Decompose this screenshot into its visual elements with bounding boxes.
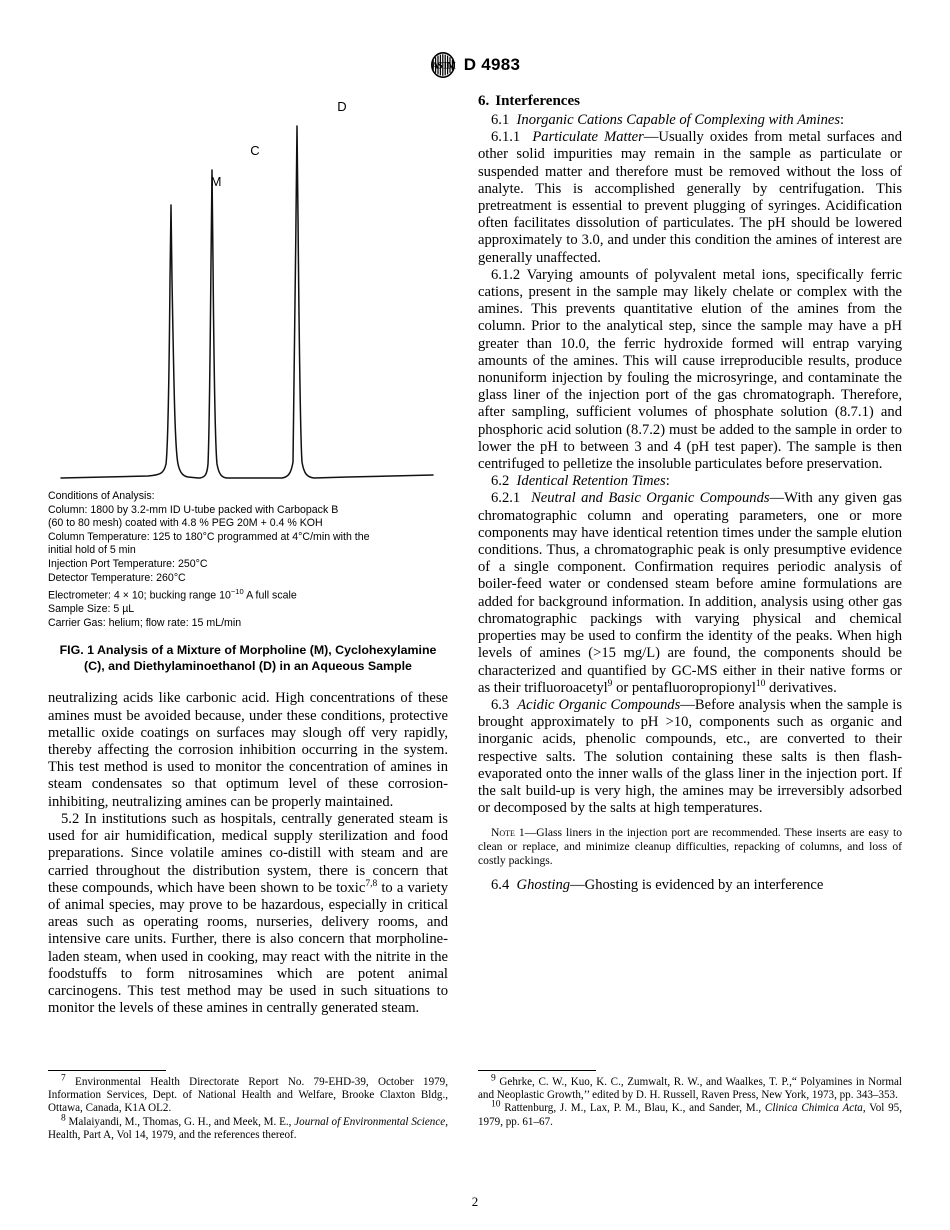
condition-injection-port-temp: Injection Port Temperature: 250°C xyxy=(48,557,208,570)
svg-text:M: M xyxy=(447,60,456,71)
figure-caption-line2: (C), and Diethylaminoethanol (D) in an Aqueous Sample xyxy=(84,659,412,674)
footnote-ref-10[interactable]: 10 xyxy=(755,678,766,689)
peak-label-m: M xyxy=(210,174,222,189)
condition-electrometer xyxy=(48,585,448,603)
condition-sample-size: Sample Size: 5 µL xyxy=(48,603,135,616)
paragraph-6-1-2 xyxy=(478,267,902,473)
section-heading-6 xyxy=(478,92,902,110)
peak-label-d: D xyxy=(337,99,347,114)
footnote-divider-right xyxy=(478,1070,596,1071)
condition-column-line2: (60 to 80 mesh) coated with 4.8 % PEG 20M + 0.4 % KOH xyxy=(48,517,323,530)
paragraph-6-2-1-text-b: or pentafluoropropionyl xyxy=(612,679,756,696)
footnote-ref-7-8[interactable]: 7,8 xyxy=(365,878,378,889)
document-number: D 4983 xyxy=(463,55,521,74)
footnote-10-italic: Clinica Chimica Acta xyxy=(764,1102,863,1115)
section-number: 6. xyxy=(478,93,490,109)
svg-text:T: T xyxy=(442,60,449,71)
section-title: Interferences xyxy=(495,93,580,109)
paragraph-6-1-1-number: 6.1.1 xyxy=(491,129,521,146)
paragraph-6-3-text: —Before analysis when the sample is brought approximately to pH >10, components such as organic and inorganic acids, phenolic compounds, etc., are converted to their respective salts. The solution containing these salts is then flash-evaporated onto the inner walls of the glass liner in the injection port. If the salt build-up is very high, the amines may be irreversibly adsorbed or decomposed by the salts at high temperatures. xyxy=(478,696,903,817)
conditions-title: Conditions of Analysis: xyxy=(48,490,155,502)
right-column xyxy=(478,92,902,895)
footnote-8-text-b: , Health, Part A, Vol 14, 1979, and the references thereof. xyxy=(48,1115,448,1141)
footnote-9-text: Gehrke, C. W., Kuo, K. C., Zumwalt, R. W., and Waalkes, T. P.,“ Polyamines in Normal and Neoplastic Growth,’’ edited by D. H. Russell, Raven Press, New York, 1973, pp. 343–353. xyxy=(478,1076,902,1102)
paragraph-6-2-italic: Identical Retention Times xyxy=(516,473,666,490)
paragraph-5-2-number: 5.2 xyxy=(61,810,80,827)
footnote-10 xyxy=(478,1099,902,1128)
paragraph-6-1-number: 6.1 xyxy=(491,112,510,128)
footnote-marker-9: 9 xyxy=(491,1073,496,1084)
astm-logo xyxy=(430,52,456,78)
paragraph-6-4-italic: Ghosting xyxy=(516,877,571,894)
paragraph-6-3 xyxy=(478,697,902,817)
condition-detector-temp: Detector Temperature: 260°C xyxy=(48,571,186,584)
paragraph-6-1-tail: : xyxy=(840,112,845,128)
paragraph-6-2-1-italic: Neutral and Basic Organic Compounds xyxy=(531,490,770,507)
condition-column-line1: Column: 1800 by 3.2-mm ID U-tube packed with Carbopack B xyxy=(48,503,339,516)
figure-caption xyxy=(48,642,448,674)
paragraph-5-2-text-a: In institutions such as hospitals, centrally generated steam is used for air humidification, medical supply sterilization and food preparations. Since volatile amines co-distill with steam and are carried throughout the distribution system, there is concern that these compounds, which have been shown to be toxic xyxy=(48,810,448,896)
condition-carrier-gas: Carrier Gas: helium; flow rate: 15 mL/min xyxy=(48,616,242,629)
paragraph-continuation: neutralizing acids like carbonic acid. High concentrations of these amines must be avoided because, under these conditions, protective metallic oxide coatings on surfaces may slough off very rapidly, thereby affecting the corrosion inhibition occurring in the system. This test method is used to monitor the concentration of amines in steam condensates so that optimum level of these corrosion-inhibiting, neutralizing amines can be properly maintained. xyxy=(48,690,448,810)
paragraph-6-2-1-text-a: —With any given gas chromatographic column and operating parameters, one or more components may have identical retention times under the sample elution conditions. Thus, a chromatographic peak is only presumptive evidence of a single component. Confirmation requires periodic analysis of boiler-feed water or condensed steam before amine formulations are added for background information. In addition, analysis using other gas chromatographic packings with varying physical and chemical properties may be used to confirm the identity of the peaks. When high levels of amines (>15 mg/L) are found, the components should be characterized and quantified by GC-MS either in their native forms or as their trifluoroacetyl xyxy=(478,490,902,696)
footnote-marker-8: 8 xyxy=(61,1112,66,1123)
paragraph-6-1-2-number: 6.1.2 xyxy=(491,266,521,283)
footnote-divider xyxy=(48,1070,166,1071)
electrometer-post: A full scale xyxy=(243,589,297,602)
paragraph-5-2-text-b: to a variety of animal species, may prove to be hazardous, especially in critical areas such as operating rooms, nurseries, delivery rooms, and intensive care units. Further, there is also concern that morpholine-laden steam, when used in cooking, may react with the nitrite in the foodstuffs to form nitrosamines which are potent animal carcinogens. This test method may be used in such situations to monitor the levels of these amines in centrally generated steam. xyxy=(48,879,448,1017)
paragraph-6-1 xyxy=(478,112,902,129)
paragraph-6-2-1-text-c: derivatives. xyxy=(765,679,837,696)
footnote-marker-10: 10 xyxy=(491,1099,501,1110)
condition-column-temp-line2: initial hold of 5 min xyxy=(48,544,136,557)
footnote-7 xyxy=(48,1073,448,1116)
paragraph-6-3-italic: Acidic Organic Compounds xyxy=(517,696,681,713)
paragraph-6-2-number: 6.2 xyxy=(491,473,510,490)
paragraph-6-1-2-text: Varying amounts of polyvalent metal ions, specifically ferric cations, present in the sample may likely chelate or complex with the amines. This prevents quantitative elution of the amines from the column. Prior to the analytical step, since the sample may have a pH greater than 10.0, the ferric hydroxide formed will entrap varying amounts of the amines. This will cause irreproducible results, produce nonuniform injection by fouling the microsyringe, and contaminate the glass liner of the injection port of the gas chromatograph. Therefore, after sampling, sufficient volumes of phosphate solution (8.7.1) and phosphoric acid solution (8.7.2) must be added to the sample in order to lower the pH to between 3 and 4 (pH test paper). The sample is then centrifuged to pelletize the insoluble particulates before preservation. xyxy=(478,266,902,473)
footnote-10-text-b: , Vol 95, 1979, pp. 61–67. xyxy=(478,1102,902,1128)
condition-column-temp-line1: Column Temperature: 125 to 180°C programmed at 4°C/min with the xyxy=(48,530,370,543)
paragraph-6-4-text: —Ghosting is evidenced by an interference xyxy=(570,877,824,894)
note-label: Note xyxy=(491,826,515,840)
paragraph-6-1-1 xyxy=(478,129,902,267)
chromatogram xyxy=(48,92,448,487)
footnote-ref-9[interactable]: 9 xyxy=(607,678,613,689)
footnotes-left xyxy=(48,1070,448,1142)
figure-caption-line1: FIG. 1 Analysis of a Mixture of Morpholine (M), Cyclohexylamine xyxy=(59,643,437,658)
footnote-marker-7: 7 xyxy=(61,1073,66,1084)
left-column xyxy=(48,92,448,1017)
page-number: 2 xyxy=(471,1194,479,1209)
figure-conditions xyxy=(48,490,448,630)
footnote-10-text-a: Rattenburg, J. M., Lax, P. M., Blau, K., and Sander, M., xyxy=(500,1102,765,1115)
svg-text:A: A xyxy=(431,60,439,71)
footnote-9 xyxy=(478,1073,902,1102)
paragraph-6-2-1 xyxy=(478,490,902,696)
paragraph-6-4 xyxy=(478,877,902,894)
electrometer-exponent: −10 xyxy=(230,587,244,597)
electrometer-pre: Electrometer: 4 × 10; bucking range 10 xyxy=(48,589,231,602)
note-text: 1—Glass liners in the injection port are recommended. These inserts are easy to clean or replace, and minimize cleanup difficulties, repacking of columns, and loss of costly packings. xyxy=(478,826,902,868)
peak-label-c: C xyxy=(250,143,260,158)
footnote-8-text-a: Malaiyandi, M., Thomas, G. H., and Meek, M. E., xyxy=(65,1115,295,1128)
footnote-8-italic: Journal of Environmental Science xyxy=(294,1115,446,1128)
footnote-8 xyxy=(48,1112,448,1142)
paragraph-6-4-number: 6.4 xyxy=(491,877,510,894)
paragraph-6-2-1-number: 6.2.1 xyxy=(491,490,521,507)
paragraph-5-2 xyxy=(48,811,448,1017)
paragraph-6-3-number: 6.3 xyxy=(491,696,510,713)
paragraph-6-1-1-italic: Particulate Matter xyxy=(532,129,644,146)
note-1 xyxy=(478,826,902,868)
paragraph-6-1-italic: Inorganic Cations Capable of Complexing with Amines xyxy=(516,112,841,128)
figure-1 xyxy=(48,92,448,674)
svg-text:S: S xyxy=(437,60,443,71)
paragraph-6-1-1-text: —Usually oxides from metal surfaces and other solid impurities may remain in the sample as particulate or suspended matter and therefore must be removed without the loss of analyte. This is accomplished generally by centrifugation. This pretreatment is essential to prevent plugging of syringes. Acidification often facilitates dissolution of particulates. The pH should be lowered approximately to 3.0, and under this condition the amines of interest are generally unaffected. xyxy=(478,129,903,266)
left-body-text xyxy=(48,690,448,1017)
page-header xyxy=(0,52,950,78)
paragraph-6-2-tail: : xyxy=(665,473,670,490)
footnote-7-text: Environmental Health Directorate Report No. 79-EHD-39, October 1979, Information Services, Dept. of National Health and Welfare, Brooke Claxton Bldg., Ottawa, Canada, K1A OL2. xyxy=(48,1076,448,1115)
paragraph-6-2 xyxy=(478,473,902,490)
footnotes-right xyxy=(478,1070,902,1129)
